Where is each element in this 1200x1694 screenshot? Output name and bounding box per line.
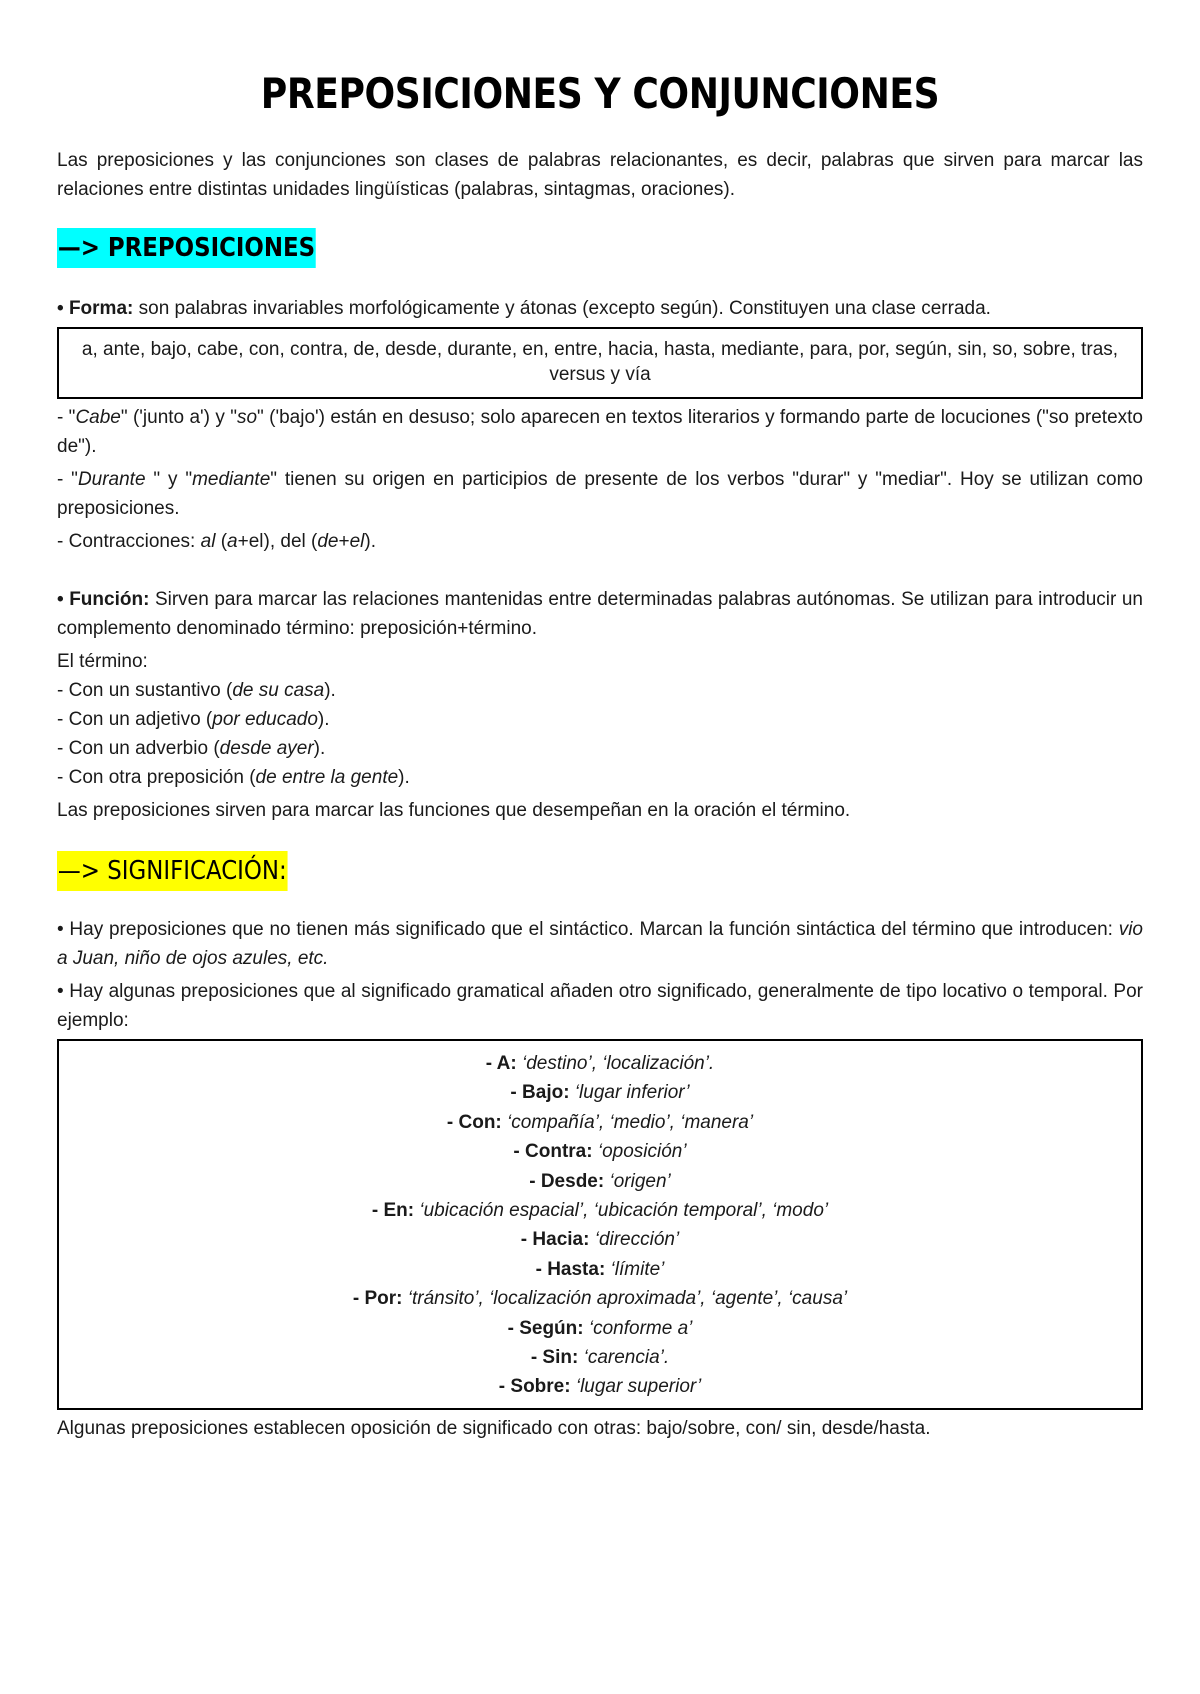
meaning-line	[69, 1108, 1131, 1137]
list-item	[57, 676, 1143, 705]
note1-italic-cabe: Cabe	[75, 407, 121, 428]
meaning-label: - A:	[485, 1053, 517, 1074]
opposition-paragraph: Algunas preposiciones establecen oposición de significado con otras: bajo/sobre, con/ sin, desde/hasta.	[57, 1417, 931, 1439]
meaning-label: - Sin:	[530, 1347, 579, 1369]
note2-text-3: " tienen su origen en participios de presente de los verbos "durar" y "mediar". Hoy se utilizan como preposiciones.	[57, 469, 1143, 519]
note1-text-2: " ('junto a') y "	[120, 407, 237, 428]
termino-item-example: de su casa	[232, 680, 325, 701]
meaning-label: - Hacia:	[520, 1229, 590, 1251]
forma-bullet: •	[57, 298, 69, 319]
meaning-value: ‘compañía’, ‘medio’, ‘manera’	[501, 1111, 754, 1133]
meaning-line	[69, 1225, 1131, 1254]
meaning-value: ‘origen’	[604, 1170, 671, 1192]
note1-italic-so: so	[236, 407, 258, 428]
note2-italic-mediante: mediante	[192, 469, 271, 490]
meaning-line	[69, 1167, 1131, 1196]
meaning-value: ‘conforme a’	[583, 1317, 693, 1339]
meaning-label: - Según:	[507, 1317, 584, 1339]
termino-item-example: por educado	[212, 709, 318, 730]
note-contracciones	[57, 527, 1143, 556]
note2-text-2: " y "	[145, 469, 193, 490]
funcion-text: Sirven para marcar las relaciones mantenidas entre determinadas palabras autónomas. Se utilizan para introducir un complemento denominado término: preposición+término.	[57, 589, 1143, 639]
termino-item-post: ).	[324, 680, 336, 701]
meaning-line	[69, 1343, 1131, 1372]
meaning-value: ‘ubicación espacial’, ‘ubicación temporal’, ‘modo’	[414, 1200, 829, 1222]
preposition-list: a, ante, bajo, cabe, con, contra, de, desde, durante, en, entre, hacia, hasta, mediante, para, por, según, sin, so, sobre, tras, versus y vía	[81, 339, 1119, 385]
note-cabe-so	[57, 403, 1143, 461]
termino-list	[57, 676, 1143, 792]
bullet1-example: vio a Juan, niño de ojos azules, etc.	[57, 919, 1143, 969]
note3-italic-el: el	[349, 531, 365, 552]
forma-text: son palabras invariables morfológicamente y átonas (excepto según). Constituyen una clase cerrada.	[133, 298, 991, 319]
list-item	[57, 734, 1143, 763]
note-durante-mediante	[57, 465, 1143, 523]
meaning-line	[69, 1284, 1131, 1313]
page-title: PREPOSICIONES Y CONJUNCIONES	[260, 69, 940, 118]
note3-text-1: - Contracciones:	[57, 531, 201, 552]
note3-italic-a: a	[227, 531, 238, 552]
meaning-value: ‘oposición’	[592, 1141, 687, 1163]
note3-text-4: +	[338, 531, 350, 552]
meanings-box	[57, 1039, 1143, 1410]
termino-item-post: ).	[313, 738, 326, 759]
note2-text-1: - "	[57, 469, 78, 490]
meaning-value: ‘tránsito’, ‘localización aproximada’, ‘agente’, ‘causa’	[402, 1288, 848, 1310]
meaning-label: - Sobre:	[498, 1376, 571, 1398]
preposition-list-box	[57, 327, 1143, 399]
meaning-value: ‘lugar inferior’	[569, 1082, 690, 1104]
termino-item-post: ).	[317, 709, 330, 730]
section-heading-preposiciones: —> PREPOSICIONES	[57, 228, 316, 268]
funcion-paragraph	[57, 585, 1143, 643]
meaning-label: - Contra:	[513, 1141, 593, 1163]
section-preposiciones-heading-wrap	[57, 228, 1143, 268]
meaning-value: ‘lugar superior’	[570, 1376, 702, 1398]
list-item	[57, 705, 1143, 734]
funcion-label: Función:	[69, 589, 150, 610]
note3-italic-de: de	[317, 531, 339, 552]
forma-label: Forma:	[68, 298, 134, 319]
significacion-bullet-1	[57, 915, 1143, 973]
list-item	[57, 763, 1143, 792]
funcion-bullet: •	[57, 589, 70, 610]
termino-item-pre: - Con otra preposición (	[57, 767, 256, 788]
termino-item-pre: - Con un adverbio (	[57, 738, 220, 759]
meaning-label: - En:	[371, 1200, 415, 1222]
intro-paragraph: Las preposiciones y las conjunciones son clases de palabras relacionantes, es decir, palabras que sirven para marcar las relaciones entre distintas unidades lingüísticas (palabras, sintagmas, oraciones).	[57, 150, 1143, 200]
bullet1-text: • Hay preposiciones que no tienen más significado que el sintáctico. Marcan la función sintáctica del término que introducen:	[57, 919, 1119, 940]
termino-intro: El término:	[57, 651, 148, 672]
meaning-label: - Con:	[446, 1111, 502, 1133]
termino-item-pre: - Con un adjetivo (	[57, 709, 213, 730]
termino-item-example: desde ayer	[219, 738, 314, 759]
meaning-value: ‘límite’	[605, 1258, 665, 1280]
meaning-label: - Bajo:	[510, 1082, 570, 1104]
meaning-line	[69, 1255, 1131, 1284]
termino-item-example: de entre la gente	[255, 767, 399, 788]
note1-text-1: - "	[57, 407, 76, 428]
forma-paragraph	[57, 294, 1143, 323]
significacion-bullet-2: • Hay algunas preposiciones que al significado gramatical añaden otro significado, generalmente de tipo locativo o temporal. Por ejemplo:	[57, 981, 1143, 1031]
meaning-line	[69, 1078, 1131, 1107]
note1-text-3: " ('bajo') están en desuso; solo aparecen en textos literarios y formando parte de locuciones ("so pretexto de").	[57, 407, 1143, 457]
funciones-paragraph: Las preposiciones sirven para marcar las funciones que desempeñan en la oración el término.	[57, 800, 851, 821]
meaning-line	[69, 1196, 1131, 1225]
meaning-value: ‘carencia’.	[578, 1347, 670, 1369]
meaning-value: ‘dirección’	[589, 1229, 680, 1251]
section-heading-significacion: —> SIGNIFICACIÓN:	[57, 851, 288, 891]
meaning-value: ‘destino’, ‘localización’.	[516, 1053, 715, 1074]
note3-text-2: (	[215, 531, 228, 552]
meaning-line	[69, 1137, 1131, 1166]
note2-italic-durante: Durante	[77, 469, 146, 490]
meaning-label: - Por:	[352, 1288, 403, 1310]
meaning-label: - Desde:	[529, 1170, 605, 1192]
meaning-line	[69, 1372, 1131, 1401]
section-significacion-heading-wrap	[57, 851, 1143, 891]
termino-item-pre: - Con un sustantivo (	[57, 680, 233, 701]
meaning-line	[69, 1049, 1131, 1078]
meaning-line	[69, 1314, 1131, 1343]
termino-item-post: ).	[398, 767, 410, 788]
note3-italic-al: al	[200, 531, 216, 552]
note3-text-5: ).	[364, 531, 376, 552]
meaning-label: - Hasta:	[535, 1258, 606, 1280]
note3-text-3: +el), del (	[237, 531, 318, 552]
